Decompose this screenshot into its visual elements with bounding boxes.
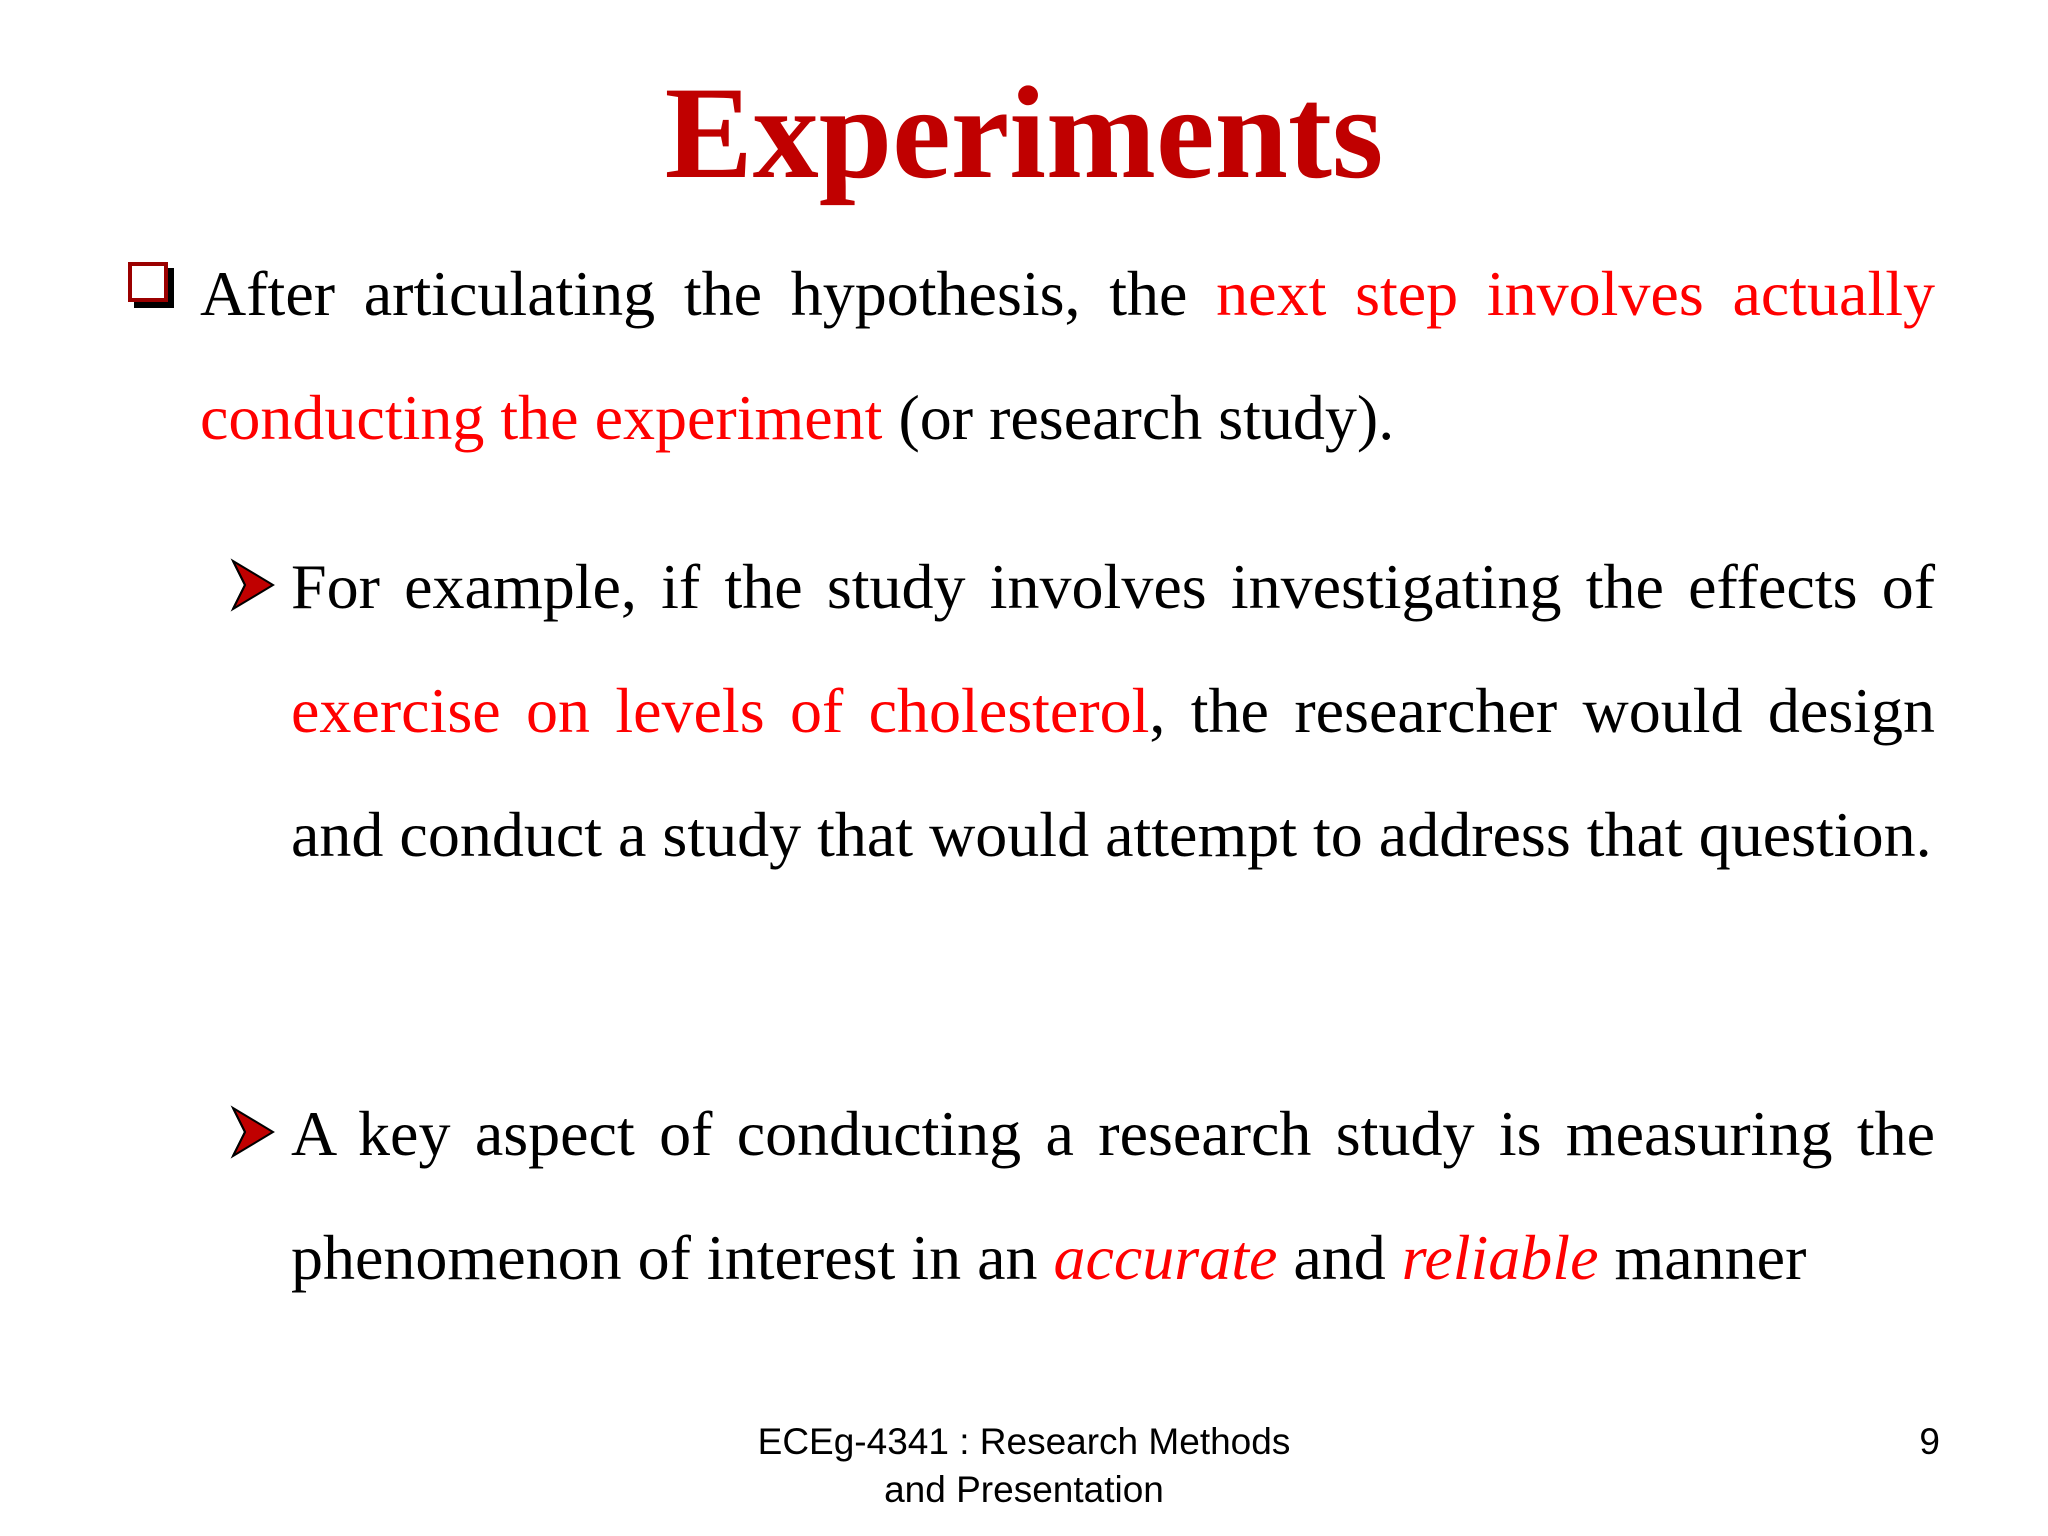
bullet-text: For example, if the study involves investigating the effects of — [291, 551, 1935, 622]
footer-line-2: and Presentation — [884, 1469, 1164, 1510]
bullet-text: , the researcher would design and conduct a study that would attempt to address that question. — [291, 675, 1935, 870]
sub-bullet-example — [291, 525, 1935, 897]
highlighted-phrase: next step involves actually conducting the experiment — [200, 258, 1936, 453]
sub-bullet-key-aspect — [291, 1072, 1935, 1320]
bullet-text: After articulating the hypothesis, the — [200, 258, 1217, 329]
footer-line-1: ECEg-4341 : Research Methods — [757, 1421, 1291, 1462]
bullet-text: A key aspect of conducting a research study is measuring the phenomenon of interest in an — [291, 1098, 1935, 1293]
highlighted-word-accurate: accurate — [1053, 1222, 1278, 1293]
arrowhead-bullet-icon — [229, 557, 277, 613]
bullet-text: (or research study). — [882, 382, 1395, 453]
highlighted-word-reliable: reliable — [1401, 1222, 1599, 1293]
arrowhead-bullet-icon — [229, 1104, 277, 1160]
bullet-text: and — [1277, 1222, 1402, 1293]
slide-title: Experiments — [664, 59, 1384, 206]
highlighted-phrase: exercise on levels of cholesterol — [291, 675, 1150, 746]
hollow-square-checkbox-icon — [128, 262, 168, 302]
bullet-text: manner — [1598, 1222, 1807, 1293]
bullet-hypothesis-next-step — [200, 232, 1935, 480]
footer-course-title — [684, 1418, 1364, 1514]
page-number: 9 — [1919, 1421, 1940, 1462]
